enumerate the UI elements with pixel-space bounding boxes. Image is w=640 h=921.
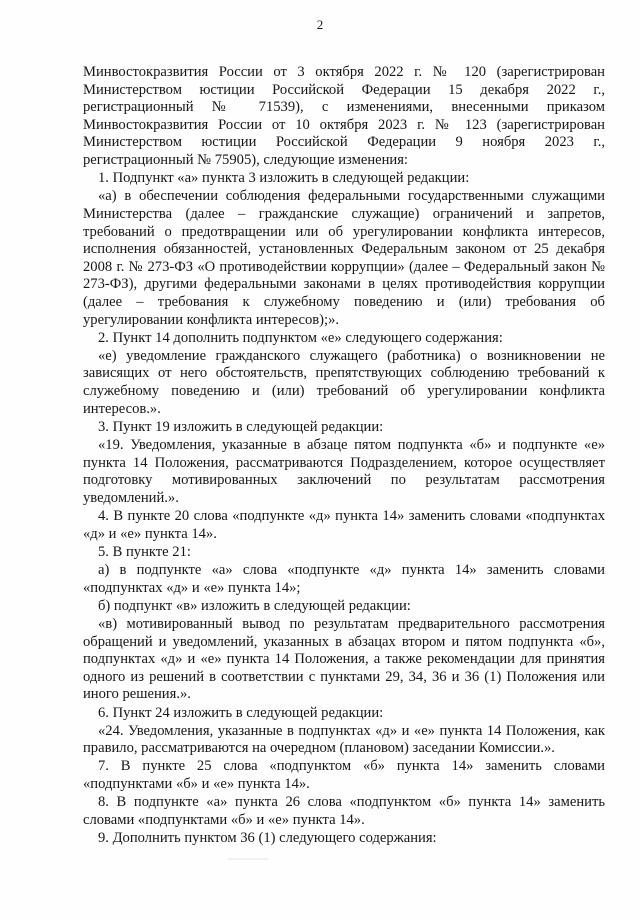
page-number: 2: [316, 17, 324, 32]
paragraph-quote-19: «19. Уведомления, указанные в абзаце пятом подпункта «б» и подпункте «е» пункта 14 Положения, рассматриваются Подразделением, которое осуществляет подготовку мотивированных заключений по результатам рассмотрения уведомлений.».: [83, 437, 605, 506]
paragraph-item-7: 7. В пункте 25 слова «подпунктом «б» пункта 14» заменить словами «подпунктами «б» и «е» пункта 14».: [83, 758, 605, 793]
paragraph-quote-21v: «в) мотивированный вывод по результатам предварительного рассмотрения обращений и уведомлений, указанных в абзацах втором и пятом подпункта «б», подпунктах «д» и «е» пункта 14 Положения, а также рекомендации для принятия одного из решений в соответствии с пунктами 29, 34, 36 и 36 (1) Положения или иного решения.».: [83, 615, 605, 703]
paragraph-quote-24: «24. Уведомления, указанные в подпунктах «д» и «е» пункта 14 Положения, как правило, рассматриваются на очередном (плановом) заседании Комиссии.».: [83, 722, 605, 757]
paragraph-item-8: 8. В подпункте «а» пункта 26 слова «подпунктом «б» пункта 14» заменить словами «подпунктами «б» и «е» пункта 14».: [83, 794, 605, 828]
paragraph-item-5: 5. В пункте 21:: [98, 543, 191, 560]
paragraph-item-4: 4. В пункте 20 слова «подпункте «д» пункта 14» заменить словами «подпунктах «д» и «е» пункта 14».: [83, 508, 605, 542]
paragraph-item-9: 9. Дополнить пунктом 36 (1) следующего содержания:: [98, 830, 437, 847]
paragraph-quote-3a: «а) в обеспечении соблюдения федеральными государственными служащими Министерства (далее – гражданские служащие) ограничений и запретов, требований о предотвращении или об урегулировании конфликта интересов, исполнения обязанностей, установленных Федеральным законом от 25 декабря 2008 г. № 273-ФЗ «О противодействии коррупции» (далее – Федеральный закон № 273-ФЗ), другими федеральными законами в целях противодействия коррупции (далее – требования к служебному поведению и (или) требования об урегулировании конфликта интересов);».: [83, 188, 605, 328]
paragraph-item-2: 2. Пункт 14 дополнить подпунктом «е» следующего содержания:: [98, 329, 503, 346]
paragraph-quote-14e: «е) уведомление гражданского служащего (работника) о возникновении не зависящих от него обстоятельств, препятствующих соблюдению требований к служебному поведению и (или) требований об урегулировании конфликта интересов.».: [83, 347, 605, 417]
paragraph-item-5a: а) в подпункте «а» слова «подпункте «д» пункта 14» заменить словами «подпунктах «д» и «е» пункта 14»;: [83, 561, 605, 596]
paragraph-item-6: 6. Пункт 24 изложить в следующей редакции:: [98, 704, 384, 721]
paragraph-intro: Минвостокразвития России от 3 октября 2022 г. № 120 (зарегистрирован Министерством юстиции Российской Федерации 15 декабря 2022 г., регистрационный № 71539), с изменениями, внесенными приказом Минвостокразвития России от 10 октября 2023 г. № 123 (зарегистрирован Министерством юстиции Российской Федерации 9 ноября 2023 г., регистрационный № 75905), следующие изменения:: [83, 64, 605, 168]
scan-artifact: [228, 858, 268, 860]
paragraph-item-1: 1. Подпункт «а» пункта 3 изложить в следующей редакции:: [98, 170, 470, 187]
document-body: [83, 64, 605, 848]
paragraph-item-3: 3. Пункт 19 изложить в следующей редакции:: [98, 418, 384, 435]
paragraph-item-5b: б) подпункт «в» изложить в следующей редакции:: [98, 597, 411, 614]
